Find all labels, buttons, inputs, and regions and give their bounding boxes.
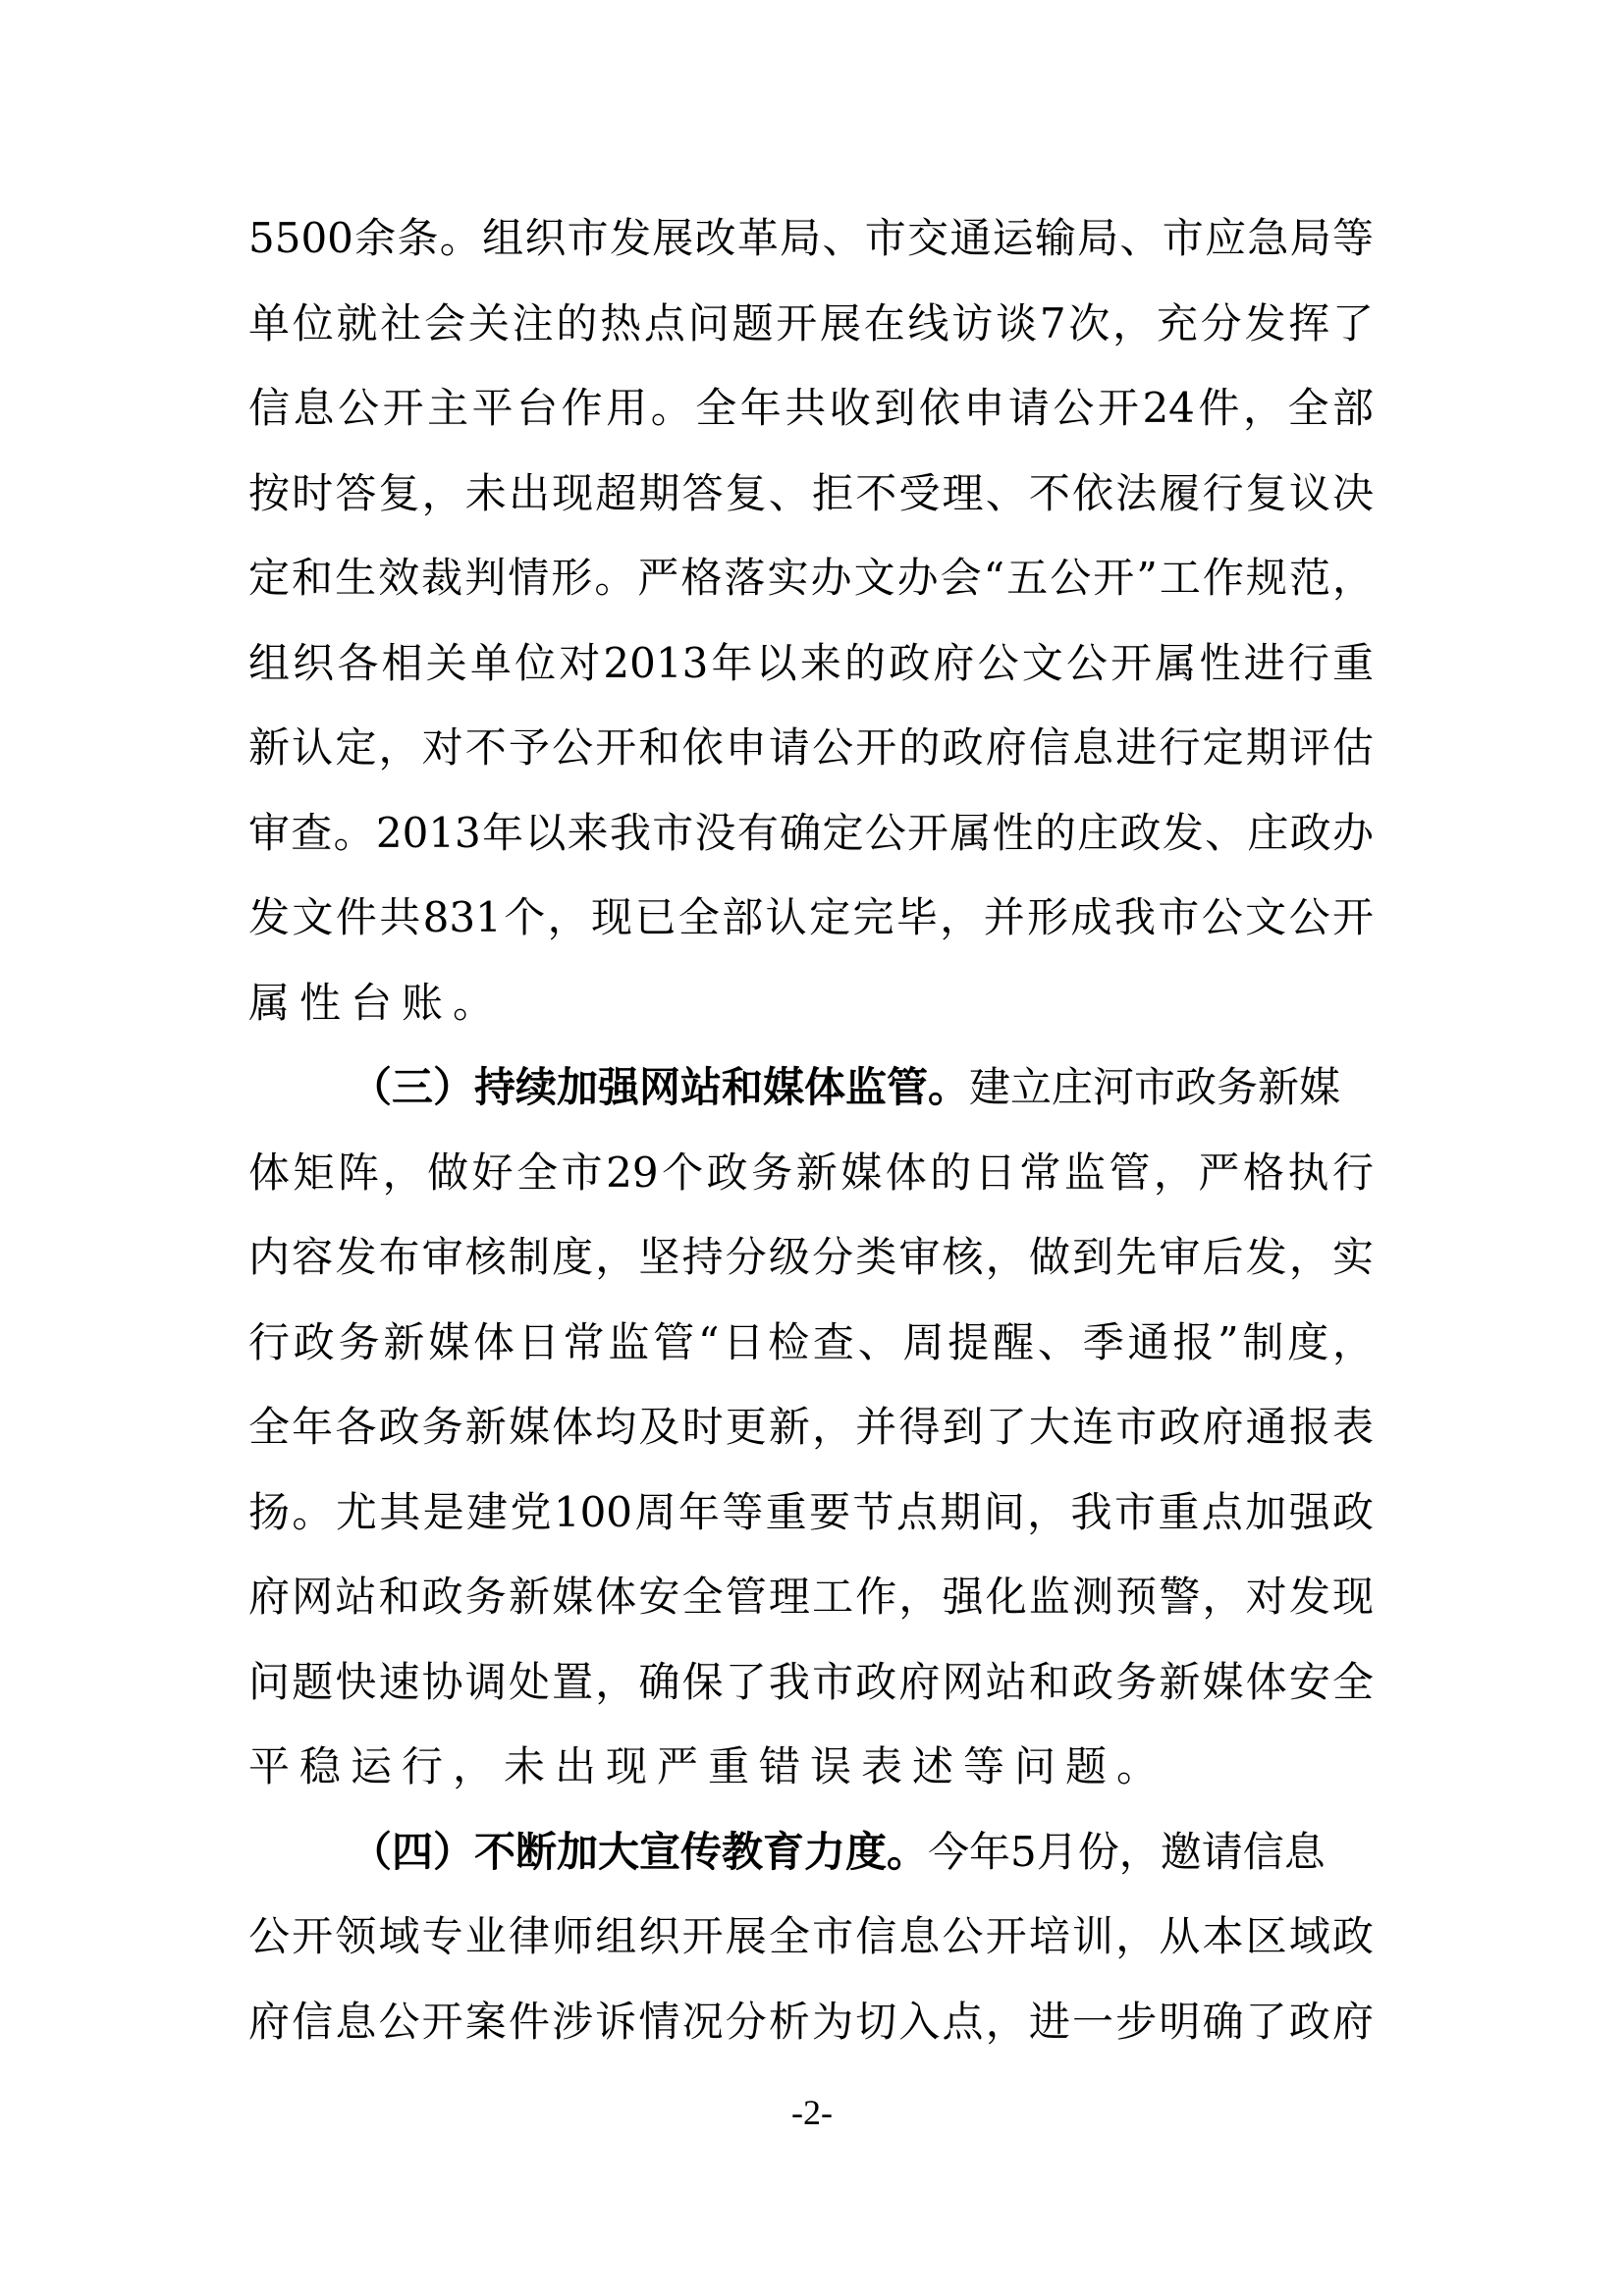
section-first-line bbox=[248, 1810, 1374, 1896]
document-body bbox=[248, 196, 1378, 2064]
text-run: 今年5月份，邀请信息 bbox=[928, 1827, 1326, 1876]
section-first-line bbox=[248, 1045, 1374, 1131]
section-heading: （四）不断加大宣传教育力度。 bbox=[351, 1827, 929, 1876]
text-line: 扬。尤其是建党100周年等重要节点期间，我市重点加强政 bbox=[248, 1487, 1374, 1536]
text-line: 平稳运行，未出现严重错误表述等问题。 bbox=[248, 1742, 1168, 1790]
text-line: 审查。2013年以来我市没有确定公开属性的庄政发、庄政办 bbox=[248, 808, 1374, 857]
text-line: 府网站和政务新媒体安全管理工作，强化监测预警，对发现 bbox=[248, 1573, 1374, 1621]
paragraph-information-disclosure bbox=[248, 196, 1378, 1045]
text-line: 5500余条。组织市发展改革局、市交通运输局、市应急局等 bbox=[248, 214, 1374, 262]
text-line: 单位就社会关注的热点问题开展在线访谈7次，充分发挥了 bbox=[248, 298, 1374, 347]
text-line: 新认定，对不予公开和依申请公开的政府信息进行定期评估 bbox=[248, 723, 1374, 772]
section-publicity-education bbox=[248, 1810, 1378, 2065]
text-line: 内容发布审核制度，坚持分级分类审核，做到先审后发，实 bbox=[248, 1233, 1374, 1281]
text-line: 行政务新媒体日常监管“日检查、周提醒、季通报”制度， bbox=[248, 1317, 1374, 1366]
text-line: 体矩阵，做好全市29个政务新媒体的日常监管，严格执行 bbox=[248, 1148, 1374, 1197]
text-run: 建立庄河市政务新媒 bbox=[969, 1063, 1341, 1111]
text-line: 按时答复，未出现超期答复、拒不受理、不依法履行复议决 bbox=[248, 468, 1374, 517]
text-line: 组织各相关单位对2013年以来的政府公文公开属性进行重 bbox=[248, 638, 1374, 687]
text-line: 信息公开主平台作用。全年共收到依申请公开24件，全部 bbox=[248, 384, 1374, 432]
section-heading: （三）持续加强网站和媒体监管。 bbox=[351, 1063, 970, 1111]
section-website-media-supervision bbox=[248, 1045, 1378, 1810]
text-line: 全年各政务新媒体均及时更新，并得到了大连市政府通报表 bbox=[248, 1403, 1374, 1451]
text-line: 府信息公开案件涉诉情况分析为切入点，进一步明确了政府 bbox=[248, 1997, 1374, 2046]
text-line: 定和生效裁判情形。严格落实办文办会“五公开”工作规范， bbox=[248, 554, 1374, 602]
text-line: 问题快速协调处置，确保了我市政府网站和政务新媒体安全 bbox=[248, 1657, 1374, 1706]
text-line: 公开领域专业律师组织开展全市信息公开培训，从本区域政 bbox=[248, 1912, 1374, 1960]
page-number: -2- bbox=[791, 2093, 833, 2132]
text-line: 发文件共831个，现已全部认定完毕，并形成我市公文公开 bbox=[248, 893, 1374, 941]
text-line: 属性台账。 bbox=[248, 978, 505, 1027]
